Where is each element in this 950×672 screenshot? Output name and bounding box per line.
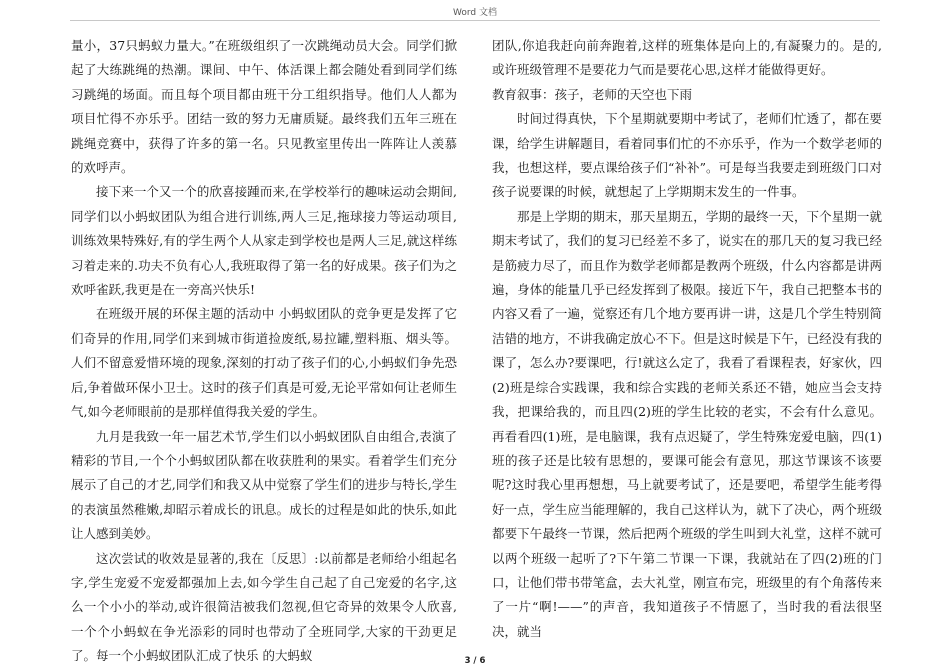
paragraph: 那是上学期的期末，那天星期五，学期的最终一天，下个星期一就期末考试了，我们的复习已经差不多了，说实在的那几天的复习我已经是筋疲力尽了，而且作为数学老师都是教两个班级，什么内容都是讲两遍，身体的能量几乎已经发挥到了极限。接近下午，我自己把整本书的内容又看了一遍，觉察还有几个地方要再讲一讲，这是几个学生特别简洁错的地方，不讲我确定放心不下。但是这时候是下午，已经没有我的课了，怎么办?要课吧，行!就这么定了，我看了看课程表，好家伙，四(2)班是综合实践课，我和综合实践的老师关系还不错，她应当会支持我，把课给我的，而且四(2)班的学生比较的老实，不会有什么意见。再看看四(1)班，是电脑课，我有点迟疑了，学生特殊宠爱电脑，四(1)班的孩子还是比较有思想的，要课可能会有意见，那这节课该不该要呢?这时我心里再想想，马上就要考试了，还是要吧，希望学生能考得好一点，学生应当能理解的，我自己这样认为，就下了决心，两个班级都要下午最终一节课，然后把两个班级的学生叫到大礼堂，这样不就可以两个班级一起听了?下午第二节课一下课，我就站在了四(2)班的门口，让他们带书带笔盒，去大礼堂，刚宣布完，班级里的有个角落传来了一片“啊!——”的声音，我知道孩子不情愿了，当时我的看法很坚决，就当 — [492, 208, 882, 639]
header-divider — [70, 20, 880, 21]
paragraph: 九月是我致一年一届艺术节,学生们以小蚂蚁团队自由组合,表演了精彩的节目,一个个小蚂蚁团队都在收获胜利的果实。看着学生们充分展示了自己的才艺,同学们和我又从中觉察了学生们的进步与特长,学生的表演虽然稚嫩,却昭示着成长的讯息。成长的过程是如此的快乐,如此让人感到美妙。 — [71, 428, 457, 542]
right-column — [492, 34, 882, 644]
left-column — [71, 34, 457, 669]
paragraph: 量小，37只蚂蚁力量大。”在班级组织了一次跳绳动员大会。同学们掀起了大练跳绳的热潮。课间、中午、体活课上都会随处看到同学们练习跳绳的场面。而且每个项目都由班干分工组织指导。他们人人都为项目忙得不亦乐乎。团结一致的努力无庸质疑。最终我们五年三班在跳绳竞赛中，获得了许多的第一名。只见教室里传出一阵阵让人羡慕的欢呼声。 — [71, 38, 457, 176]
paragraph: 时间过得真快，下个星期就要期中考试了，老师们忙透了，都在要课，给学生讲解题目，看着同事们忙的不亦乐乎，作为一个数学老师的我，也想这样，要点课给孩子们“补补”。可是每当我要走到班级门口对孩子说要课的时候，就想起了上学期期末发生的一件事。 — [492, 111, 882, 200]
paragraph: 接下来一个又一个的欣喜接踵而来,在学校举行的趣味运动会期间,同学们以小蚂蚁团队为组合进行训练,两人三足,拖球接力等运动项目,训练效果特殊好,有的学生两个人从家走到学校也是两人三足,就这样练习着走来的.功夫不负有心人,我班取得了第一名的好成果。孩子们为之欢呼雀跃,我更是在一旁高兴快乐! — [71, 184, 457, 298]
document-header: Word 文档 — [453, 8, 497, 18]
section-heading: 教育叙事：孩子，老师的天空也下雨 — [492, 86, 693, 102]
paragraph: 这次尝试的收效是显著的,我在〔反思〕:以前都是老师给小组起名字,学生宠爱不宠爱都强加上去,如今学生自己起了自己宠爱的名字,这么一个小小的举动,或许很简洁被我们忽视,但它奇异的效果令人欣喜,一个个小蚂蚁在争光添彩的同时也带动了全班同学,大家的干劲更足了。每一个小蚂蚁团队汇成了快乐 的大蚂蚁 — [71, 550, 457, 664]
paragraph: 团队,你追我赶向前奔跑着,这样的班集体是向上的,有凝聚力的。是的,或许班级管理不是要花力气而是要花心思,这样才能做得更好。 — [492, 38, 882, 78]
page-number: 3 / 6 — [464, 656, 486, 666]
paragraph: 在班级开展的环保主题的活动中 小蚂蚁团队的竞争更是发挥了它们奇异的作用,同学们来到城市街道捡废纸,易拉罐,塑料瓶、烟头等。人们不留意爱惜环境的现象,深刻的打动了孩子们的心,小蚂蚁们争先恐后,争着做环保小卫士。这时的孩子们真是可爱,无论平常如何让老师生气,如今老师眼前的是那样值得我关爱的学生。 — [71, 306, 457, 420]
